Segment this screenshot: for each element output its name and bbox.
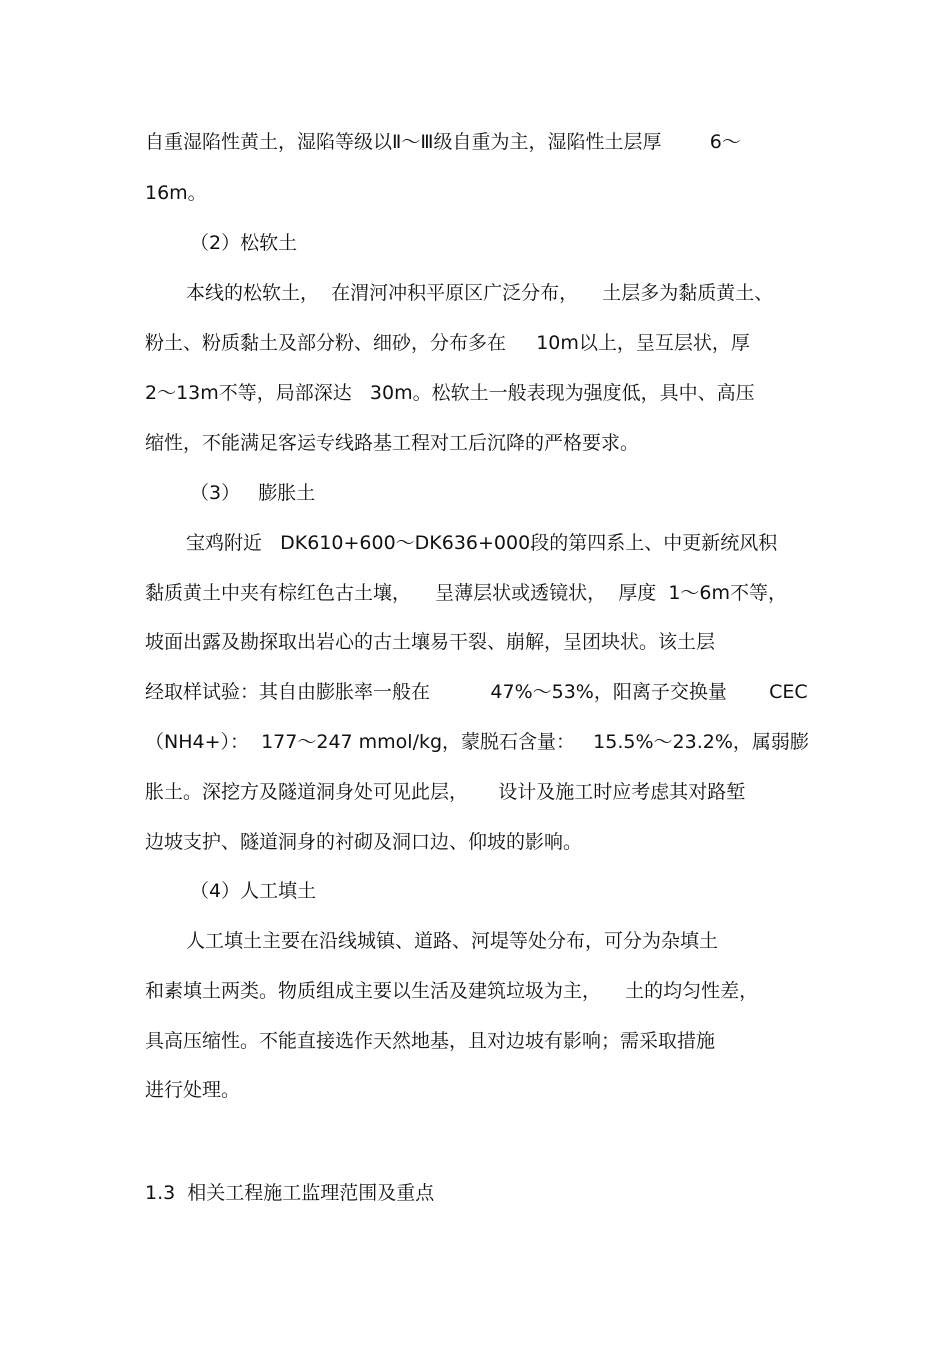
paragraph-line: 缩性，不能满足客运专线路基工程对工后沉降的严格要求。 — [145, 432, 640, 454]
paragraph-line: 黏质黄土中夹有棕红色古土壤， 呈薄层状或透镜状， 厚度 1～6m不等， — [145, 582, 788, 604]
paragraph-line: 人工填土主要在沿线城镇、道路、河堤等处分布，可分为杂填土 — [186, 930, 719, 952]
subheading-soft-soil: （2）松软土 — [190, 232, 298, 254]
paragraph-line: 粉土、粉质黏土及部分粉、细砂，分布多在 10m以上，呈互层状，厚 — [145, 332, 750, 354]
paragraph-line: 自重湿陷性黄土，湿陷等级以Ⅱ～Ⅲ级自重为主，湿陷性土层厚 6～ — [145, 131, 741, 153]
subheading-expansive-soil: （3） 膨胀土 — [190, 482, 316, 504]
paragraph-line: 宝鸡附近 DK610+600～DK636+000段的第四系上、中更新统风积 — [186, 532, 778, 554]
paragraph-line: 坡面出露及勘探取出岩心的古土壤易干裂、崩解，呈团块状。该土层 — [145, 631, 716, 653]
paragraph-line: 2～13m不等，局部深达 30m。松软土一般表现为强度低，具中、高压 — [145, 382, 755, 404]
paragraph-line: 边坡支护、隧道洞身的衬砌及洞口边、仰坡的影响。 — [145, 831, 583, 853]
paragraph-line: 和素填土两类。物质组成主要以生活及建筑垃圾为主， 土的均匀性差， — [145, 980, 759, 1002]
paragraph-line: 进行处理。 — [145, 1079, 241, 1101]
paragraph-line: 具高压缩性。不能直接选作天然地基，且对边坡有影响；需采取措施 — [145, 1030, 716, 1052]
paragraph-line: 本线的松软土， 在渭河冲积平原区广泛分布， 土层多为黏质黄土、 — [186, 282, 774, 304]
subheading-artificial-fill: （4）人工填土 — [190, 880, 317, 902]
paragraph-line: 胀土。深挖方及隧道洞身处可见此层， 设计及施工时应考虑其对路堑 — [145, 781, 746, 803]
paragraph-line: （NH4+）： 177～247 mmol/kg，蒙脱石含量： 15.5%～23.2%，属弱膨 — [145, 731, 809, 753]
section-heading: 1.3 相关工程施工监理范围及重点 — [145, 1182, 435, 1204]
paragraph-line: 经取样试验：其自由膨胀率一般在 47%～53%，阳离子交换量 CEC — [145, 681, 808, 703]
paragraph-line: 16m。 — [145, 182, 207, 204]
